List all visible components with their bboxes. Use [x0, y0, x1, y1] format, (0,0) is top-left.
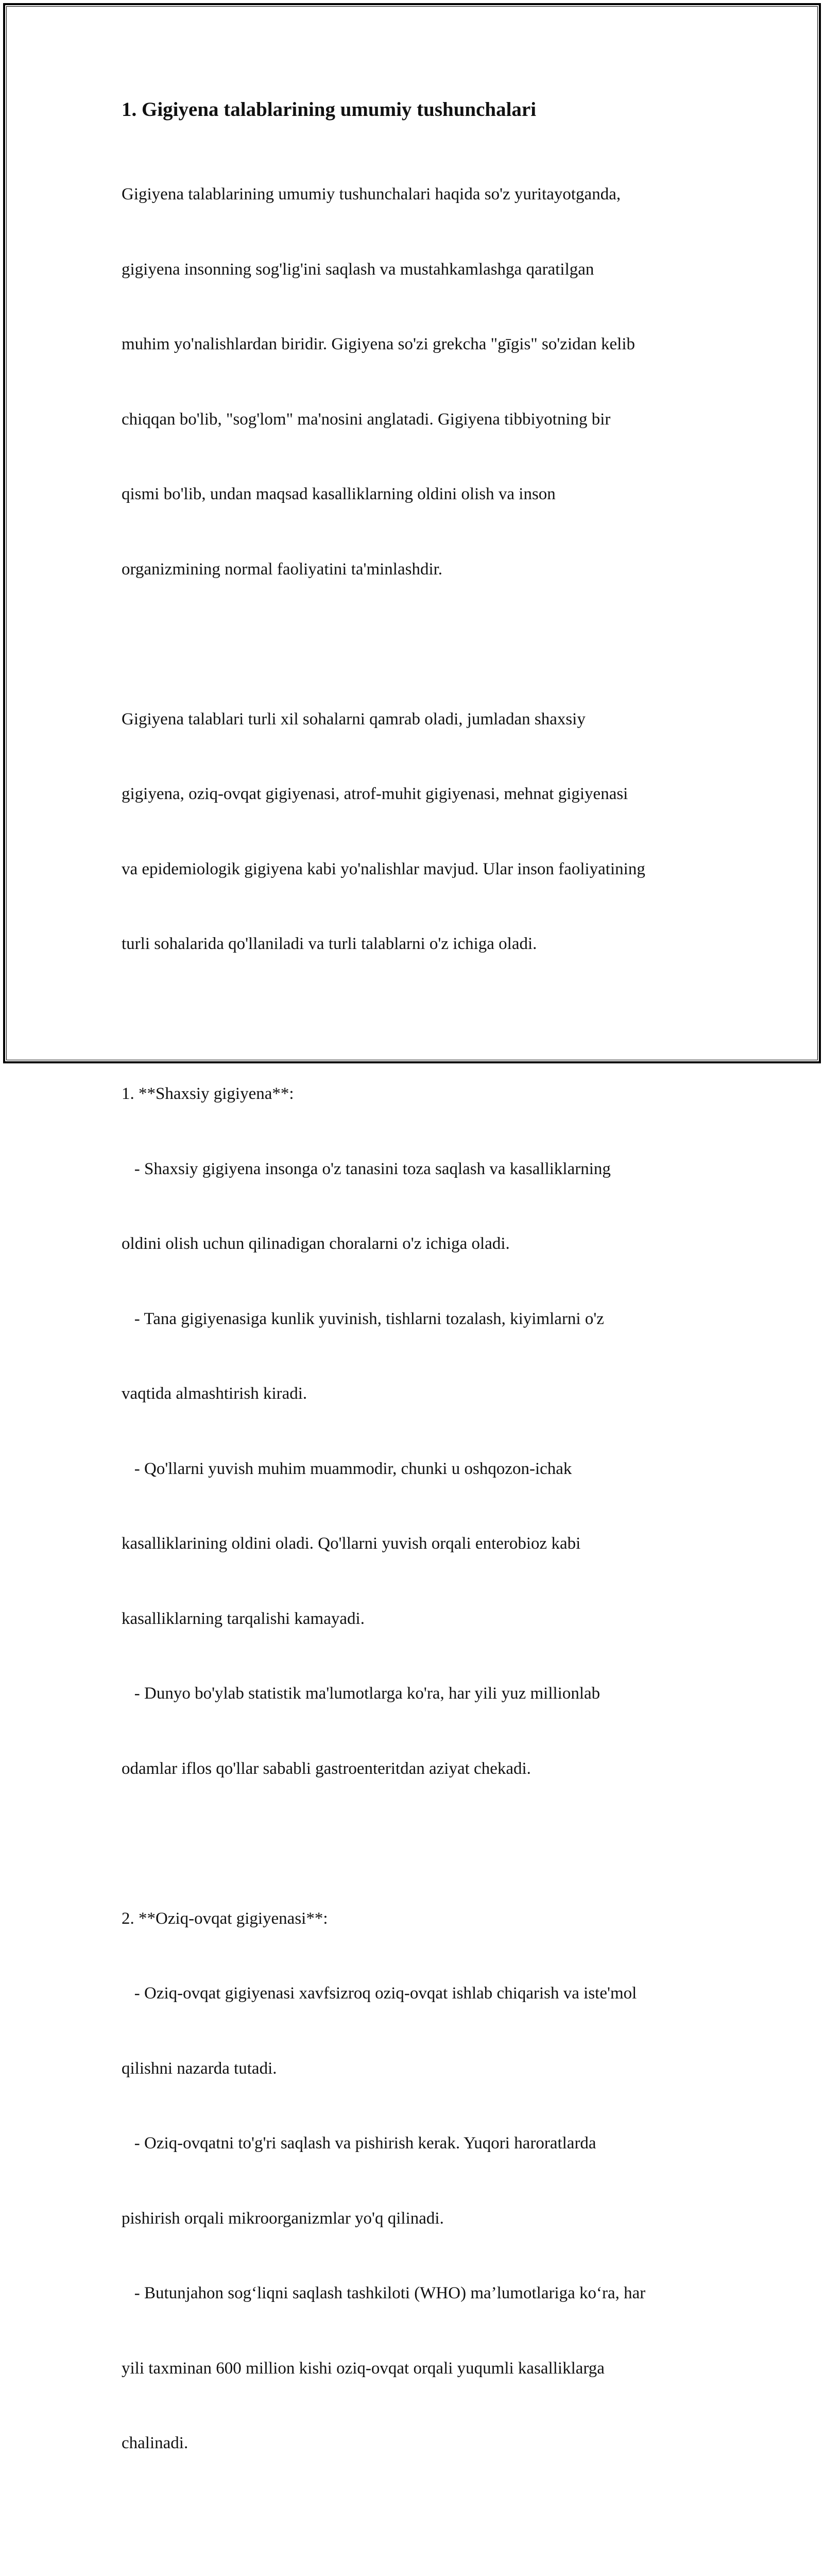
- bullet-line: - Butunjahon sog‘liqni saqlash tashkiloti (WHO) ma’lumotlariga ko‘ra, har: [122, 2284, 646, 2302]
- scope-line: gigiyena, oziq-ovqat gigiyenasi, atrof-muhit gigiyenasi, mehnat gigiyenasi: [122, 785, 628, 803]
- paragraph-gap: [122, 2506, 714, 2531]
- bullet-line: chalinadi.: [122, 2434, 188, 2452]
- intro-line: qismi bo'lib, undan maqsad kasalliklarning oldini olish va inson: [122, 485, 556, 503]
- section-environmental-hygiene: [122, 2531, 714, 2576]
- intro-line: organizmining normal faoliyatini ta'minlashdir.: [122, 560, 443, 579]
- intro-line: gigiyena insonning sog'lig'ini saqlash va mustahkamlashga qaratilgan: [122, 260, 594, 279]
- bullet-line: - Dunyo bo'ylab statistik ma'lumotlarga ko'ra, har yili yuz millionlab: [122, 1684, 600, 1703]
- intro-line: Gigiyena talablarining umumiy tushunchalari haqida so'z yuritayotganda,: [122, 185, 621, 204]
- bullet-line: pishirish orqali mikroorganizmlar yo'q qilinadi.: [122, 2209, 444, 2228]
- paragraph-gap: [122, 632, 714, 657]
- paragraph-gap: [122, 1831, 714, 1856]
- bullet-line: - Oziq-ovqatni to'g'ri saqlash va pishirish kerak. Yuqori haroratlarda: [122, 2134, 596, 2153]
- paragraph-gap: [122, 1007, 714, 1032]
- intro-line: chiqqan bo'lib, "sog'lom" ma'nosini anglatadi. Gigiyena tibbiyotning bir: [122, 410, 611, 429]
- section-personal-hygiene: [122, 1031, 714, 1831]
- document-body: [122, 96, 714, 2576]
- bullet-line: yili taxminan 600 million kishi oziq-ovqat orqali yuqumli kasalliklarga: [122, 2359, 605, 2378]
- scope-line: turli sohalarida qo'llaniladi va turli talablarni o'z ichiga oladi.: [122, 935, 537, 953]
- bullet-line: - Oziq-ovqat gigiyenasi xavfsizroq oziq-ovqat ishlab chiqarish va iste'mol: [122, 1984, 637, 2003]
- intro-line: muhim yo'nalishlardan biridir. Gigiyena so'zi grekcha "gīgis" so'zidan kelib: [122, 335, 635, 353]
- bullet-line: - Qo'llarni yuvish muhim muammodir, chunki u oshqozon-ichak: [122, 1459, 572, 1478]
- bullet-line: kasalliklarning tarqalishi kamayadi.: [122, 1609, 365, 1628]
- bullet-line: - Shaxsiy gigiyena insonga o'z tanasini toza saqlash va kasalliklarning: [122, 1159, 611, 1178]
- document-heading: 1. Gigiyena talablarining umumiy tushunchalari: [122, 98, 537, 121]
- scope-line: Gigiyena talablari turli xil sohalarni qamrab oladi, jumladan shaxsiy: [122, 709, 586, 728]
- intro-paragraph: [122, 132, 714, 632]
- bullet-line: kasalliklarining oldini oladi. Qo'llarni yuvish orqali enterobioz kabi: [122, 1534, 581, 1553]
- bullet-line: - Tana gigiyenasiga kunlik yuvinish, tishlarni tozalash, kiyimlarni o'z: [122, 1309, 604, 1328]
- section-heading: 2. **Oziq-ovqat gigiyenasi**:: [122, 1909, 328, 1928]
- scope-line: va epidemiologik gigiyena kabi yo'nalishlar mavjud. Ular inson faoliyatining: [122, 859, 645, 878]
- bullet-line: vaqtida almashtirish kiradi.: [122, 1384, 307, 1403]
- bullet-line: oldini olish uchun qilinadigan choralarni o'z ichiga oladi.: [122, 1234, 510, 1253]
- bullet-line: qilishni nazarda tutadi.: [122, 2059, 277, 2078]
- section-food-hygiene: [122, 1856, 714, 2506]
- bullet-line: odamlar iflos qo'llar sababli gastroenteritdan aziyat chekadi.: [122, 1759, 531, 1778]
- scope-paragraph: [122, 657, 714, 1007]
- section-heading: 1. **Shaxsiy gigiyena**:: [122, 1084, 294, 1103]
